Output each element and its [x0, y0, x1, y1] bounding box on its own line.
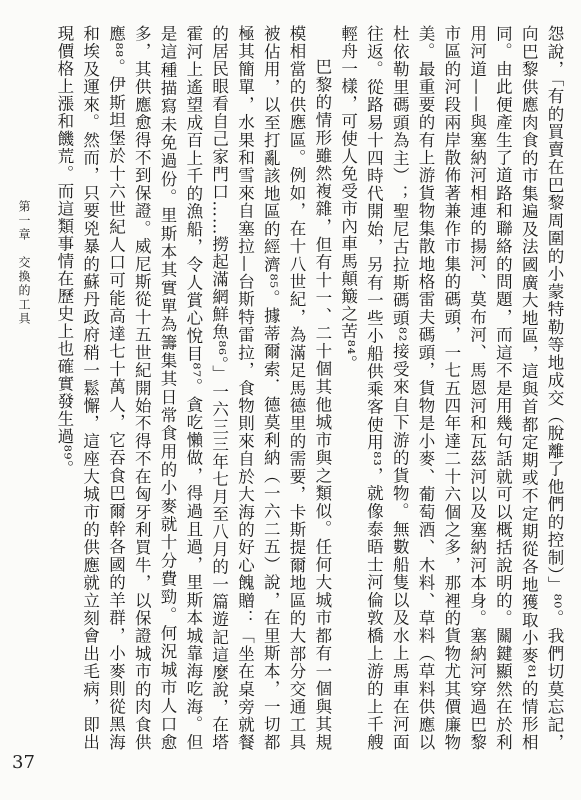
page-number: 37: [12, 752, 35, 773]
body-text: [54, 25, 567, 751]
paragraph-2: 巴黎的情形雖然複雜，但有十一、二十個其他城市與之類似。任何大城市都有一個與其規模相當的供應區。例如，在十八世紀，為滿足馬德里的需要，卡斯提爾地區的大部分交通工具被佔用，以至打亂該地區的經濟⁸⁵。據蒂爾索．德莫利納（一六二五）說，在里斯本，一切都極其簡單，水果和雪來自塞拉—台斯特雷拉，食物則來自於大海的好心餽贈：「坐在桌旁就餐的居民眼看自己家門口……撈起滿網鮮魚⁸⁶。」一六三三年七月至八月的一篇遊記這麼說，在塔霍河上遙望成百上千的漁船，令人賞心悅目⁸⁷。貪吃懶做，得過且過，里斯本城靠海吃海。但是這種描寫未免過份。里斯本其實單為籌集其日常食用的小麥就十分費勁。何況城市人口愈多，其供應愈得不到保證。威尼斯從十五世紀開始不得不在匈牙利買牛，以保證城市的肉食供應⁸⁸。伊斯坦堡於十六世紀人口可能高達七十萬人，它吞食巴爾幹各國的羊群，小麥則從黑海和埃及運來。然而，只要兇暴的蘇丹政府稍一鬆懈，這座大城市的供應就立刻會出毛病，即出現價格上漲和饑荒。而這類事情在歷史上也確實發生過⁸⁹。: [54, 25, 332, 751]
paragraph-1: 怨說，「有的買賣在巴黎周圍的小蒙特勒等地成交（脫離了他們的控制）」⁸⁰。我們切莫忘記，向巴黎供應肉食的市集遍及法國廣大地區，這與首都定期或不定期從各地獲取小麥⁸¹的情形相同。由此便產生了道路和聯絡的問題，而這不是用幾句話就可以概括說明的。關鍵顯然在於利用河道——與塞納河相連的揚河、莫布河、馬恩河和瓦茲河以及塞納河本身。塞納河穿過巴黎市區的河段兩岸散佈著兼作市集的碼頭，一七五四年達二十六個之多，那裡的貨物尤其價廉物美。最重要的有上游貨物集散地格雷夫碼頭，貨物是小麥、葡萄酒、木料、草料（草料供應以杜依勒里碼頭為主）；聖尼古拉斯碼頭⁸²接受來自下游的貨物。無數船隻以及水上馬車在河面往返。從路易十四時代開始，另有一些小船供乘客使用⁸³，就像泰晤士河倫敦橋上游的上千艘輕舟一樣，可使人免受市內車馬顛簸之苦⁸⁴。: [338, 25, 564, 751]
running-head: 第一章 交換的工具: [17, 200, 31, 326]
